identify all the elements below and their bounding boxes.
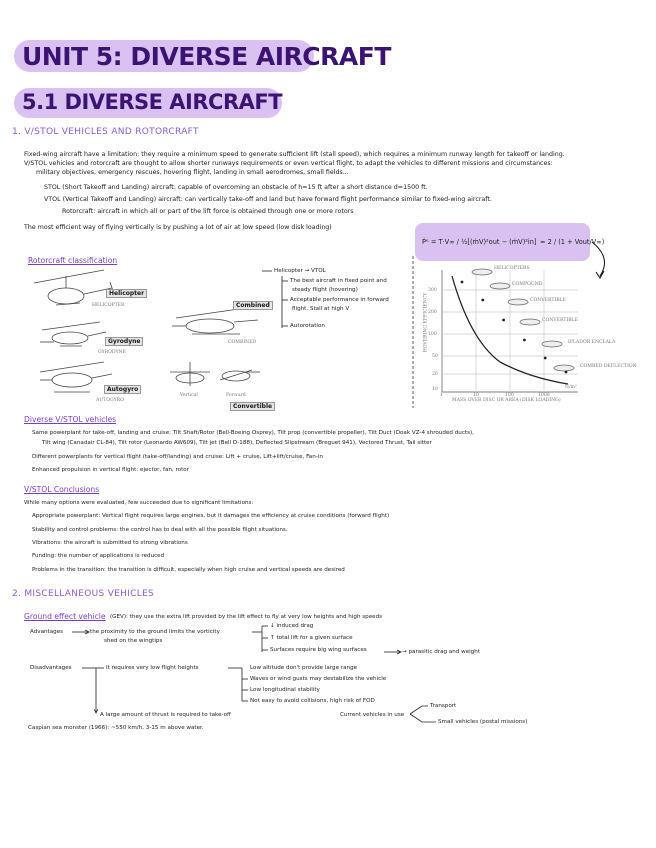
efficient-flight-note: The most efficient way of flying vertically is by pushing a lot of air at low speed (low disk loading): [24, 224, 332, 231]
caption-gyrodyne: GYRODYNE: [98, 350, 126, 355]
chart-point-3: [523, 339, 526, 342]
diverse-line-2: Different powerplants for vertical flight (take-off/landing) and cruise: Lift + cruise, Lift+lift/cruise, Fan-in: [32, 454, 323, 460]
heli-note-3: Acceptable performance in forward: [290, 297, 389, 303]
chart-xtick-1: 10: [473, 393, 479, 398]
advantages-text-2: shed on the wingtips: [104, 638, 163, 644]
label-gyrodyne: Gyrodyne: [105, 337, 143, 346]
heli-note-0: Helicopter → VTOL: [274, 268, 326, 274]
helicopter-notes-bracket: [262, 271, 288, 328]
gyrodyne-sketch: [40, 322, 106, 346]
adv-item-0: ↓ induced drag: [270, 623, 314, 629]
advantages-label: Advantages: [30, 629, 64, 635]
propulsive-efficiency-formula: Ṗᵉ = T·V∞ / ½[(ṁV)²out − (ṁV)²in]: [422, 238, 537, 246]
gev-title: Ground effect vehicle: [24, 612, 106, 621]
vstol-conclusions-title: V/STOL Conclusions: [24, 485, 100, 494]
current-item-0: Transport: [430, 703, 457, 709]
adv-item-2: Surfaces require big wing surfaces: [270, 647, 367, 653]
diverse-line-3: Enhanced propulsion in vertical flight: ejector, fan, rotor: [32, 467, 189, 473]
heli-note-4: flight. Stall at high V: [292, 306, 350, 312]
current-vehicles-label: Current vehicles in use: [340, 712, 405, 718]
chart-ytick-0: 300: [428, 288, 437, 293]
advantages-text: the proximity to the ground limits the vorticity: [90, 629, 220, 635]
chart-ytick-2: 100: [428, 332, 437, 337]
caption-vertical: Vertical: [180, 393, 198, 398]
chart-point-2: [502, 319, 505, 322]
section-title: 5.1 DIVERSE AIRCRAFT: [22, 90, 283, 114]
label-autogyro: Autogyro: [104, 385, 141, 394]
conclusion-line-2: Stability and control problems: the control has to deal with all the possible flight situations.: [32, 527, 288, 533]
section-1-heading: 1. V/STOL VEHICLES AND ROTORCRAFT: [12, 127, 199, 137]
dis-main: It requires very low flight heights: [106, 665, 199, 671]
intro-line-3: military objectives, emergency rescues, hovering flight, landing in small aerodromes, small fields...: [36, 169, 349, 176]
label-convertible: Convertible: [230, 402, 275, 411]
convertible-sketch: [170, 362, 260, 386]
autogyro-sketch: [40, 362, 112, 392]
chart-point-0: [461, 281, 464, 284]
disadvantages-label: Disadvantages: [30, 665, 72, 671]
vtol-definition: VTOL (Vertical Takeoff and Landing) aircraft: can vertically take-off and land but have forward flight performance similar to fixed-wing aircraft.: [44, 196, 492, 203]
conclusion-line-5: Problems in the transition: the transition is difficult, especially when high cruise and vertical speeds are desired: [32, 567, 345, 573]
combined-sketch: [172, 308, 258, 334]
diverse-vstol-title: Diverse V/STOL vehicles: [24, 415, 117, 424]
caspian-sea-monster: Caspian sea monster (1966): ~550 km/h, 3-15 m above water.: [28, 725, 204, 731]
intro-line-1: Fixed-wing aircraft have a limitation: they require a minimum speed to generate sufficient lift (stall speed), which requires a minimum runway length for takeoff or landing.: [24, 151, 565, 158]
rotorcraft-definition: Rotorcraft: aircraft in which all or part of the lift force is obtained through one or more rotors: [62, 208, 354, 215]
chart-cat-4: IPLADOR ENCLALA: [568, 340, 616, 345]
adv-item-1: ↑ total lift for a given surface: [270, 635, 353, 641]
chart-xsuffix: N/m²: [565, 385, 577, 390]
heli-note-2: steady flight (hovering): [292, 287, 358, 293]
diverse-line-1: Tilt wing (Canadair CL-84), Tilt rotor (Leonardo AW609), Tilt jet (Bell D-188), Deflected Slipstream (Breguet 941), Vectored Thrust, Tail sitter: [42, 440, 432, 446]
section-2-heading: 2. MISCELLANEOUS VEHICLES: [12, 589, 155, 599]
chart-ylabel: HOVERING EFFICIENCY: [423, 292, 429, 353]
diverse-line-0: Same powerplant for take-off, landing and cruise: Tilt Shaft/Rotor (Bell-Boeing Osprey), Tilt prop (convertible propeller), Tilt Duct (Doak VZ-4 shrouded ducts),: [32, 430, 474, 436]
chart-xtick-0: 1: [440, 393, 443, 398]
label-combined: Combined: [233, 301, 273, 310]
label-helicopter: Helicopter: [106, 289, 147, 298]
chart-ytick-1: 200: [428, 310, 437, 315]
caption-forward: Forward: [226, 393, 246, 398]
chart-cat-2: CONVERTIBLE: [530, 298, 567, 303]
unit-title: UNIT 5: DIVERSE AIRCRAFT: [22, 42, 391, 71]
chart-xlabel: MASS OVER DISC OR AREA (DISK LOADING): [452, 398, 561, 403]
dis-item-3: Not easy to avoid collisions, high risk of FOD: [250, 698, 375, 704]
gev-description: (GEV): they use the extra lift provided by the lift effect to fly at very low heights and high speeds: [110, 614, 383, 620]
dis-item-2: Low longitudinal stability: [250, 687, 320, 693]
chart-cat-0: HELICOPTERS: [494, 266, 530, 271]
caption-autogyro: AUTOGYRO: [96, 398, 124, 403]
chart-xtick-2: 100: [505, 393, 514, 398]
chart-point-4: [544, 357, 547, 360]
dis-last: A large amount of thrust is required to take-off: [100, 712, 231, 718]
dis-item-0: Low altitude don't provide large range: [250, 665, 358, 671]
intro-line-2: V/STOL vehicles and rotorcraft are thought to allow shorter runways requirements or even vertical flight, to adapt the vehicles to different missions and circumstances:: [24, 160, 553, 167]
caption-helicopter: HELICOPTER: [92, 303, 125, 308]
chart-point-1: [481, 299, 484, 302]
chart-points: [461, 281, 568, 374]
rotorcraft-classification-title: Rotorcraft classification: [28, 256, 118, 265]
stol-definition: STOL (Short Takeoff and Landing) aircraft: capable of overcoming an obstacle of h=15 ft after a short distance d=1500 ft.: [44, 184, 428, 191]
chart-ytick-4: 20: [432, 372, 438, 377]
heli-note-5: Autorotation: [290, 323, 325, 329]
propulsive-efficiency-approx: ≈ 2 / (1 + Vout/V∞): [540, 238, 605, 246]
efficiency-chart: [442, 270, 578, 392]
chart-point-5: [565, 371, 568, 374]
chart-cat-3: CONVERTIBLE: [542, 318, 579, 323]
conclusion-line-1: Appropriate powerplant: Vertical flight requires large engines, but it damages the efficiency at cruise conditions (forward flight): [32, 513, 390, 519]
formula-arrow: [592, 242, 605, 276]
caption-combined: COMBINED: [228, 340, 257, 345]
conclusion-line-4: Funding: the number of applications is reduced: [32, 553, 165, 559]
current-item-1: Small vehicles (postal missions): [438, 719, 528, 725]
dis-item-1: Waves or wind gusts may destabilize the vehicle: [250, 676, 387, 682]
heli-note-1: The best aircraft in fixed point and: [290, 278, 387, 284]
chart-cat-5: COMBED DEFLECTION: [580, 364, 637, 369]
conclusion-line-0: While many options were evaluated, few succeeded due to significant limitations:: [24, 500, 254, 506]
chart-ytick-5: 10: [432, 387, 438, 392]
chart-cat-1: COMPOUND: [512, 282, 543, 287]
helicopter-sketch: [34, 270, 114, 305]
adv-result: → parasitic drag and weight: [402, 649, 481, 655]
chart-xtick-3: 1000: [538, 393, 550, 398]
conclusion-line-3: Vibrations: the aircraft is submitted to strong vibrations: [32, 540, 188, 546]
chart-ytick-3: 50: [432, 354, 438, 359]
